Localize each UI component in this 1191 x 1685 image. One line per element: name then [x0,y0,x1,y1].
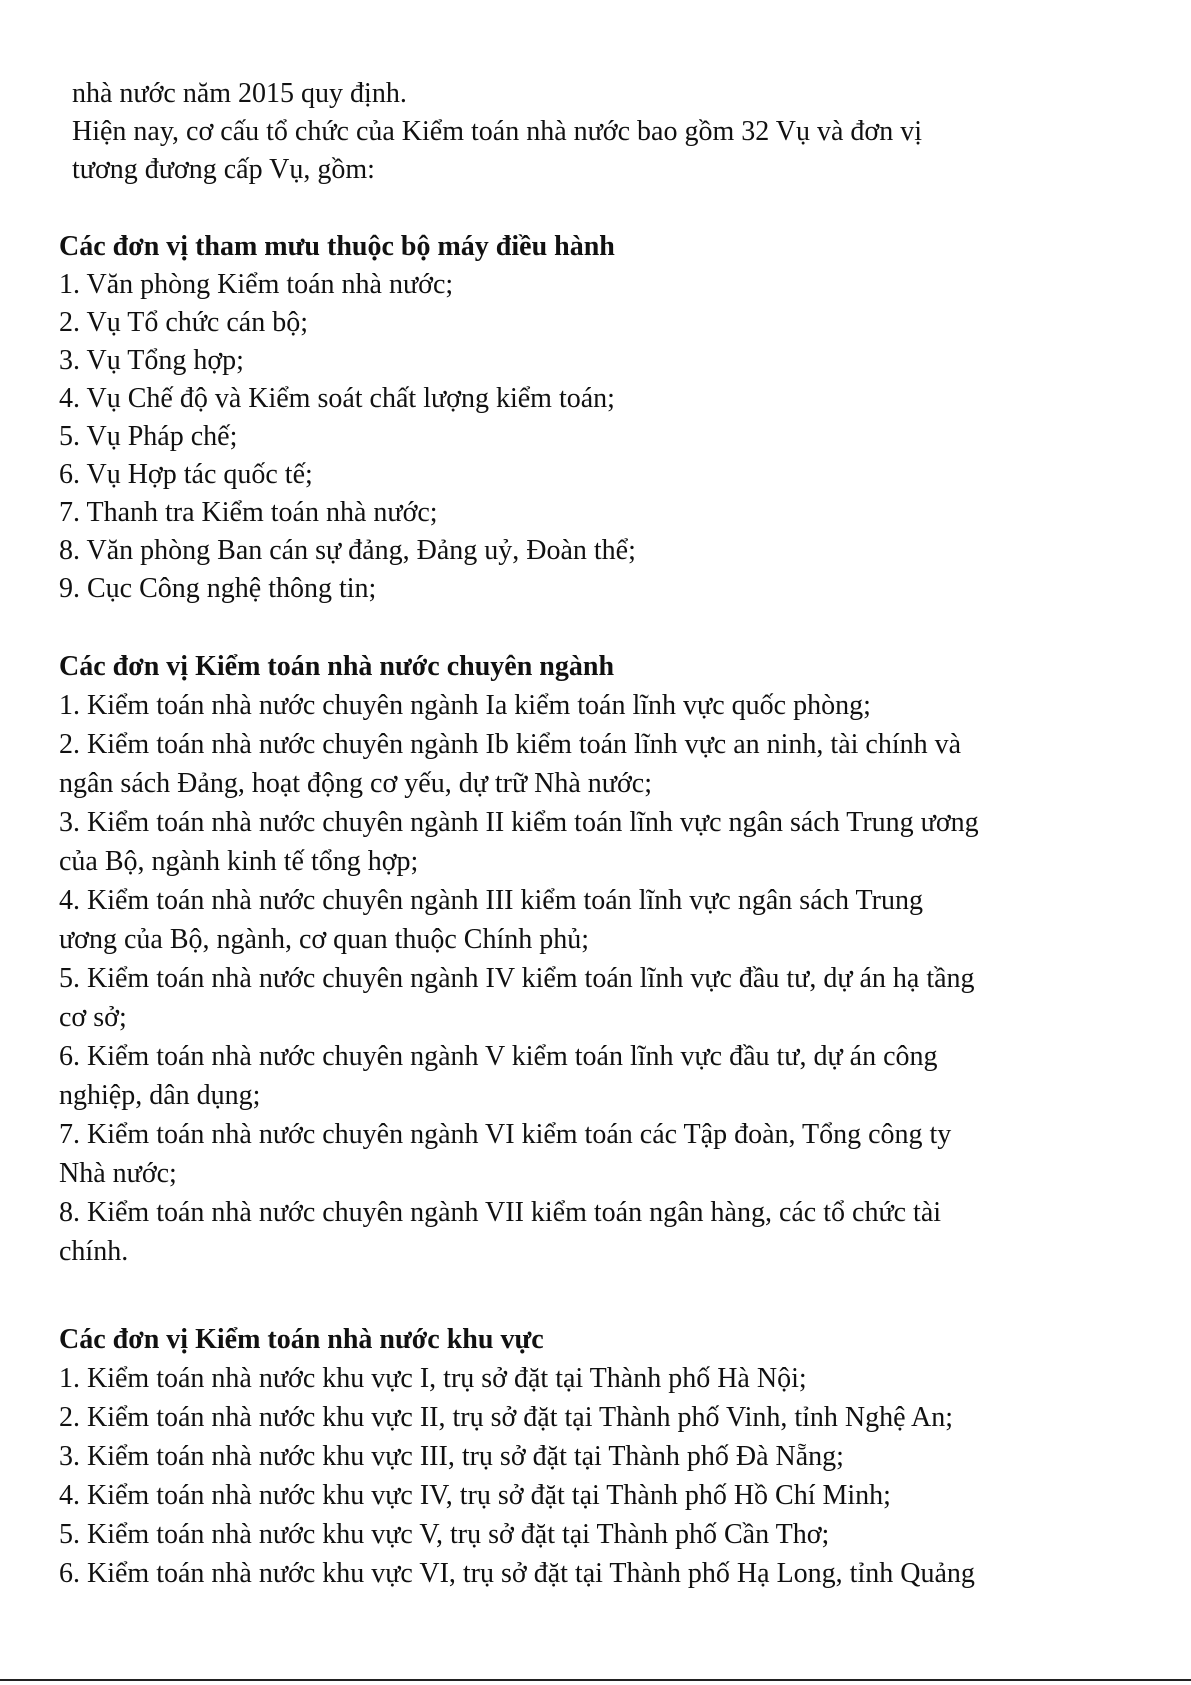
list-item-continuation: nghiệp, dân dụng; [59,1080,261,1111]
list-item: 7. Kiểm toán nhà nước chuyên ngành VI kiểm toán các Tập đoàn, Tổng công ty [59,1119,952,1150]
list-item: 6. Kiểm toán nhà nước chuyên ngành V kiểm toán lĩnh vực đầu tư, dự án công [59,1041,938,1072]
list-item: 8. Văn phòng Ban cán sự đảng, Đảng uỷ, Đoàn thể; [59,535,636,566]
list-item-continuation: Nhà nước; [59,1158,177,1189]
list-item: 6. Kiểm toán nhà nước khu vực VI, trụ sở đặt tại Thành phố Hạ Long, tỉnh Quảng [59,1558,975,1589]
list-item: 9. Cục Công nghệ thông tin; [59,573,377,604]
list-item: 1. Kiểm toán nhà nước chuyên ngành Ia kiểm toán lĩnh vực quốc phòng; [59,690,871,721]
list-item: 4. Kiểm toán nhà nước khu vực IV, trụ sở đặt tại Thành phố Hồ Chí Minh; [59,1480,891,1511]
intro-line: nhà nước năm 2015 quy định. [72,78,407,109]
list-item-continuation: cơ sở; [59,1002,127,1033]
list-item: 3. Kiểm toán nhà nước chuyên ngành II kiểm toán lĩnh vực ngân sách Trung ương [59,807,979,838]
list-item: 4. Vụ Chế độ và Kiểm soát chất lượng kiểm toán; [59,383,615,414]
section-heading: Các đơn vị Kiểm toán nhà nước khu vực [59,1324,544,1355]
list-item: 5. Vụ Pháp chế; [59,421,238,452]
list-item: 1. Kiểm toán nhà nước khu vực I, trụ sở đặt tại Thành phố Hà Nội; [59,1363,807,1394]
list-item-continuation: chính. [59,1236,129,1267]
list-item: 3. Vụ Tổng hợp; [59,345,244,376]
list-item: 3. Kiểm toán nhà nước khu vực III, trụ sở đặt tại Thành phố Đà Nẵng; [59,1441,844,1472]
list-item: 8. Kiểm toán nhà nước chuyên ngành VII kiểm toán ngân hàng, các tổ chức tài [59,1197,942,1228]
list-item: 5. Kiểm toán nhà nước khu vực V, trụ sở đặt tại Thành phố Cần Thơ; [59,1519,830,1550]
list-item-continuation: của Bộ, ngành kinh tế tổng hợp; [59,846,419,877]
list-item: 7. Thanh tra Kiểm toán nhà nước; [59,497,438,528]
list-item: 2. Kiểm toán nhà nước chuyên ngành Ib kiểm toán lĩnh vực an ninh, tài chính và [59,729,962,760]
list-item: 1. Văn phòng Kiểm toán nhà nước; [59,269,454,300]
list-item: 6. Vụ Hợp tác quốc tế; [59,459,313,490]
intro-line: Hiện nay, cơ cấu tổ chức của Kiểm toán nhà nước bao gồm 32 Vụ và đơn vị [72,116,922,147]
list-item-continuation: ương của Bộ, ngành, cơ quan thuộc Chính phủ; [59,924,590,955]
list-item: 4. Kiểm toán nhà nước chuyên ngành III kiểm toán lĩnh vực ngân sách Trung [59,885,923,916]
section-heading: Các đơn vị Kiểm toán nhà nước chuyên ngành [59,651,615,682]
intro-line: tương đương cấp Vụ, gồm: [72,154,375,185]
list-item: 2. Kiểm toán nhà nước khu vực II, trụ sở đặt tại Thành phố Vinh, tỉnh Nghệ An; [59,1402,954,1433]
list-item: 2. Vụ Tổ chức cán bộ; [59,307,308,338]
list-item-continuation: ngân sách Đảng, hoạt động cơ yếu, dự trữ Nhà nước; [59,768,652,799]
section-heading: Các đơn vị tham mưu thuộc bộ máy điều hành [59,231,615,262]
page-bottom-divider [0,1679,1191,1681]
list-item: 5. Kiểm toán nhà nước chuyên ngành IV kiểm toán lĩnh vực đầu tư, dự án hạ tầng [59,963,975,994]
